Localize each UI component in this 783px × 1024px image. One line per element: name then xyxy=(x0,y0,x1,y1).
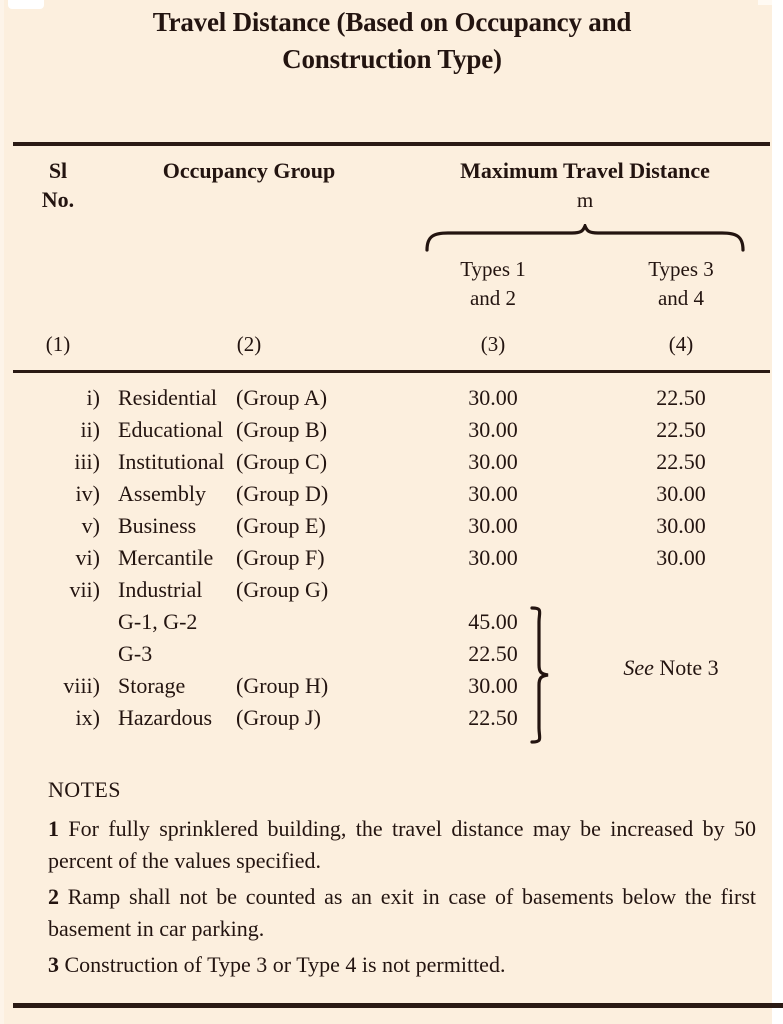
row-sl-no: iii) xyxy=(74,449,100,474)
row-types-3-4: 22.50 xyxy=(656,417,706,442)
row-types-1-2: 30.00 xyxy=(468,449,518,474)
row-types-1-2: 30.00 xyxy=(468,545,518,570)
table-row xyxy=(0,446,783,478)
row-types-3-4: 22.50 xyxy=(656,385,706,410)
types-1-and-2-line1: Types 1 xyxy=(460,257,526,281)
row-group-code: (Group J) xyxy=(236,705,321,730)
row-occupancy: Storage xyxy=(118,673,186,698)
row-group-code: (Group G) xyxy=(236,577,329,602)
row-group-code: (Group F) xyxy=(236,545,325,570)
table-body xyxy=(0,382,783,734)
row-sl-no: i) xyxy=(86,385,100,410)
column-number-1: (1) xyxy=(45,332,71,356)
row-occupancy: Residential xyxy=(118,385,217,410)
column-header-sl-no-line2: No. xyxy=(41,187,75,212)
row-sl-no: v) xyxy=(81,513,100,538)
row-types-1-2: 45.00 xyxy=(468,609,518,634)
see-note-rest: Note 3 xyxy=(653,655,719,680)
row-group-code: (Group B) xyxy=(236,417,328,442)
table-rule-bottom xyxy=(13,1003,783,1008)
column-number-3: (3) xyxy=(480,332,506,356)
note-text: Construction of Type 3 or Type 4 is not permitted. xyxy=(59,952,506,977)
note-text: For fully sprinklered building, the travel distance may be increased by 50 percent of the values specified. xyxy=(48,816,756,873)
column-header-occupancy-group: Occupancy Group xyxy=(162,158,336,183)
table-rule-middle xyxy=(13,370,770,373)
scan-artifact-top-right xyxy=(758,0,772,5)
column-number-2: (2) xyxy=(236,332,262,356)
row-occupancy: Industrial xyxy=(118,577,203,602)
types-3-and-4-line2: and 4 xyxy=(657,286,705,310)
types-3-and-4-line1: Types 3 xyxy=(648,257,714,281)
row-types-1-2: 30.00 xyxy=(468,417,518,442)
row-sl-no: vi) xyxy=(75,545,100,570)
row-group-code: (Group A) xyxy=(236,385,328,410)
row-sl-no: vii) xyxy=(69,577,100,602)
row-sl-no: viii) xyxy=(63,673,100,698)
table-row xyxy=(0,382,783,414)
row-occupancy: Educational xyxy=(118,417,224,442)
row-occupancy: Assembly xyxy=(118,481,206,506)
row-types-1-2: 22.50 xyxy=(468,705,518,730)
column-header-types-3-and-4 xyxy=(608,255,754,313)
table-row xyxy=(0,478,783,510)
row-group-code: (Group D) xyxy=(236,481,329,506)
see-note-italic: See xyxy=(623,655,654,680)
row-sl-no: ix) xyxy=(75,705,100,730)
row-types-3-4: 30.00 xyxy=(656,545,706,570)
row-occupancy: G-1, G-2 xyxy=(118,609,198,634)
row-types-3-4: 30.00 xyxy=(656,513,706,538)
note-number: 3 xyxy=(48,952,59,977)
row-types-1-2: 22.50 xyxy=(468,641,518,666)
row-types-1-2: 30.00 xyxy=(468,481,518,506)
types-1-and-2-line2: and 2 xyxy=(469,286,517,310)
column-header-types-1-and-2 xyxy=(420,255,566,313)
table-row xyxy=(0,414,783,446)
row-types-3-4: 30.00 xyxy=(656,481,706,506)
see-note-reference xyxy=(586,655,756,681)
row-types-3-4: 22.50 xyxy=(656,449,706,474)
table-row xyxy=(0,606,783,638)
column-header-sl-no xyxy=(16,156,100,214)
table-row xyxy=(0,510,783,542)
table-row xyxy=(0,574,783,606)
column-header-unit: m xyxy=(576,188,594,212)
column-number-4: (4) xyxy=(668,332,694,356)
row-group-code: (Group H) xyxy=(236,673,329,698)
column-header-max-travel-distance: Maximum Travel Distance xyxy=(460,158,710,183)
note-number: 2 xyxy=(48,884,59,909)
table-row xyxy=(0,702,783,734)
row-types-1-2: 30.00 xyxy=(468,673,518,698)
table-row xyxy=(0,542,783,574)
note-item xyxy=(48,949,756,981)
row-group-code: (Group C) xyxy=(236,449,328,474)
row-occupancy: Mercantile xyxy=(118,545,214,570)
notes-section xyxy=(48,775,756,985)
notes-heading: NOTES xyxy=(48,777,121,802)
row-group-code: (Group E) xyxy=(236,513,326,538)
note-text: Ramp shall not be counted as an exit in case of basements below the first basement in car parking. xyxy=(48,884,756,941)
row-occupancy: Hazardous xyxy=(118,705,213,730)
row-occupancy: Institutional xyxy=(118,449,225,474)
vertical-brace-icon xyxy=(526,606,552,744)
scan-artifact-top-left xyxy=(8,0,44,9)
row-sl-no: ii) xyxy=(80,417,100,442)
notes-list xyxy=(48,813,756,981)
note-item xyxy=(48,813,756,877)
row-types-1-2: 30.00 xyxy=(468,513,518,538)
row-occupancy: G-3 xyxy=(118,641,153,666)
table-rule-top xyxy=(13,142,770,146)
row-sl-no: iv) xyxy=(75,481,100,506)
column-header-sl-no-line1: Sl xyxy=(48,158,68,183)
page-title: Travel Distance (Based on Occupancy and Construction Type) xyxy=(152,7,632,74)
row-types-1-2: 30.00 xyxy=(468,385,518,410)
horizontal-brace-icon xyxy=(424,224,746,252)
row-occupancy: Business xyxy=(118,513,197,538)
note-item xyxy=(48,881,756,945)
note-number: 1 xyxy=(48,816,59,841)
